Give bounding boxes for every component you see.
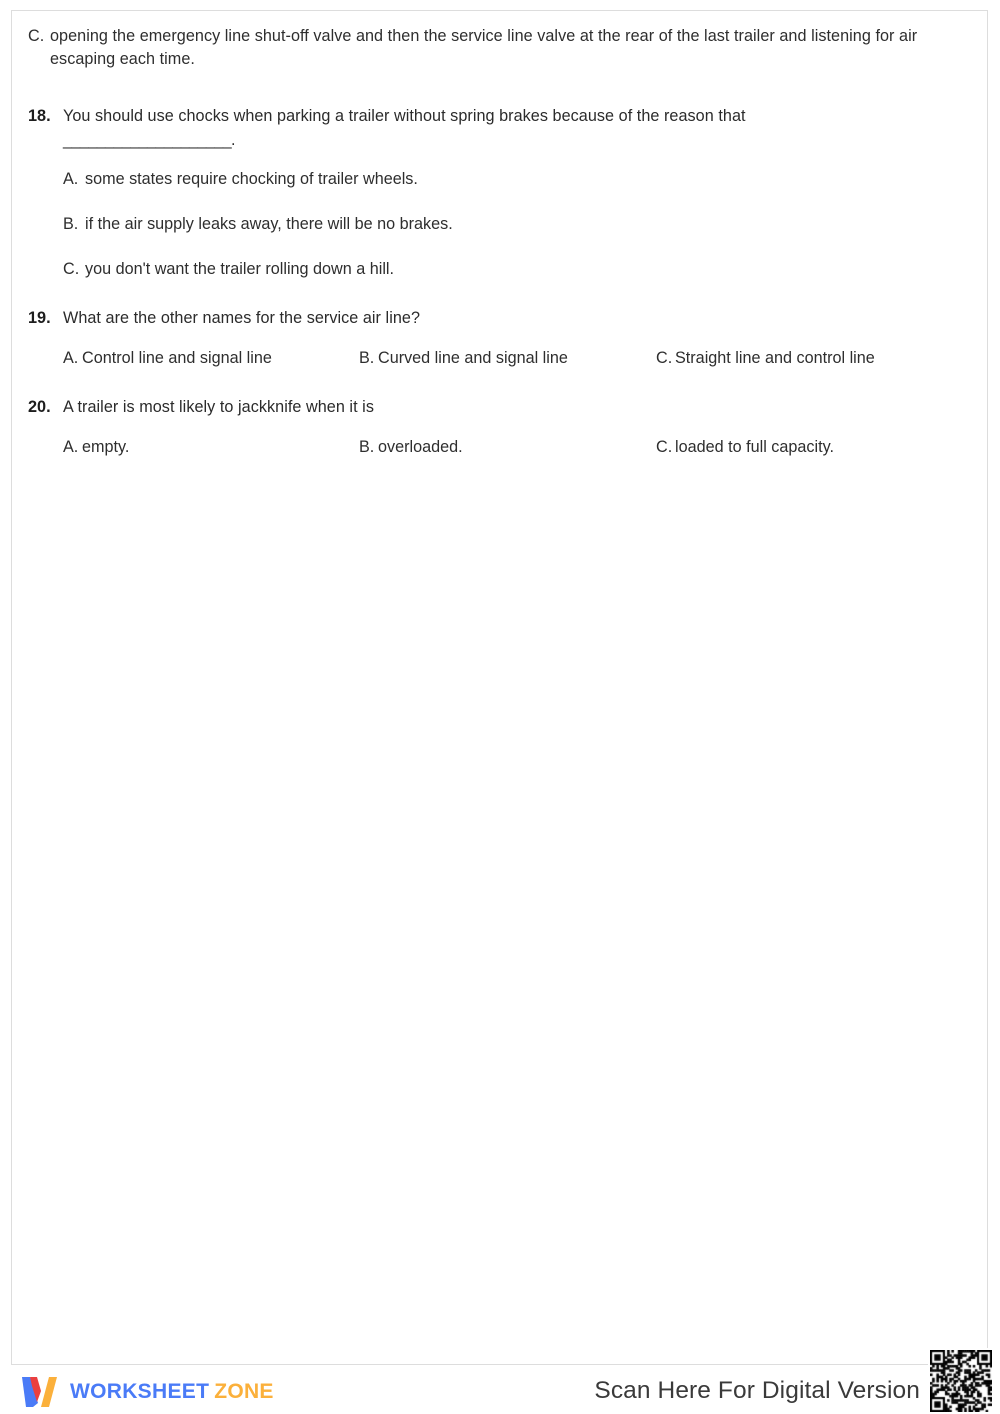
question-text: What are the other names for the service air line? (63, 309, 420, 328)
question-18 (28, 105, 971, 281)
question-number: 18. (28, 107, 51, 125)
option-letter: A. (63, 349, 79, 368)
option-text: Straight line and control line (675, 349, 875, 368)
question-text: A trailer is most likely to jackknife when it is (63, 398, 374, 417)
worksheet-zone-logo[interactable] (18, 1372, 274, 1412)
question-19-options (63, 347, 971, 370)
worksheet-zone-w-logo-icon (18, 1374, 62, 1410)
option-b (63, 213, 971, 236)
option-letter: C. (28, 27, 45, 45)
page-footer (0, 1366, 1000, 1414)
option-letter: A. (63, 437, 79, 456)
question-20 (28, 396, 971, 459)
option-b (359, 436, 656, 459)
option-text: empty. (82, 437, 130, 456)
brand-wordmark (70, 1380, 274, 1404)
option-a (63, 168, 971, 191)
option-letter: A. (63, 170, 79, 189)
option-text: if the air supply leaks away, there will be no brakes. (85, 215, 453, 234)
option-a (63, 436, 359, 459)
worksheet-page-card (11, 10, 988, 1365)
option-text: opening the emergency line shut-off valve and then the service line valve at the rear of the last trailer and listening for air escaping each time. (50, 27, 918, 68)
question-number: 19. (28, 309, 51, 328)
question-18-prompt (28, 105, 971, 152)
option-letter: B. (63, 215, 79, 234)
option-text: overloaded. (378, 437, 463, 456)
question-statement: You should use chocks when parking a trailer without spring brakes because of the reason that (63, 107, 746, 125)
option-c (63, 258, 971, 281)
qr-code-icon[interactable] (928, 1348, 994, 1414)
option-text: you don't want the trailer rolling down a hill. (85, 260, 395, 279)
option-c (656, 436, 936, 459)
option-text: some states require chocking of trailer wheels. (85, 170, 418, 189)
option-c (656, 347, 936, 370)
option-text: loaded to full capacity. (675, 437, 834, 456)
option-text: Control line and signal line (82, 349, 272, 368)
option-letter: B. (359, 437, 375, 456)
option-text: Curved line and signal line (378, 349, 568, 368)
question-19 (28, 307, 971, 370)
option-letter: C. (656, 437, 673, 456)
worksheet-content (28, 25, 971, 459)
question-text (63, 105, 971, 152)
brand-word-two: ZONE (214, 1380, 274, 1403)
option-letter: C. (63, 260, 80, 279)
scan-instruction-text: Scan Here For Digital Version (594, 1377, 920, 1404)
option-a (63, 347, 359, 370)
question-number: 20. (28, 398, 51, 417)
question-20-options (63, 436, 971, 459)
option-letter: B. (359, 349, 375, 368)
question-20-prompt (28, 396, 971, 420)
answer-blank: ____________________. (63, 130, 235, 149)
option-letter: C. (656, 349, 673, 368)
question-18-options (63, 168, 971, 281)
question-19-prompt (28, 307, 971, 331)
option-b (359, 347, 656, 370)
brand-word-one: WORKSHEET (70, 1380, 210, 1403)
continued-option-c (28, 25, 971, 71)
